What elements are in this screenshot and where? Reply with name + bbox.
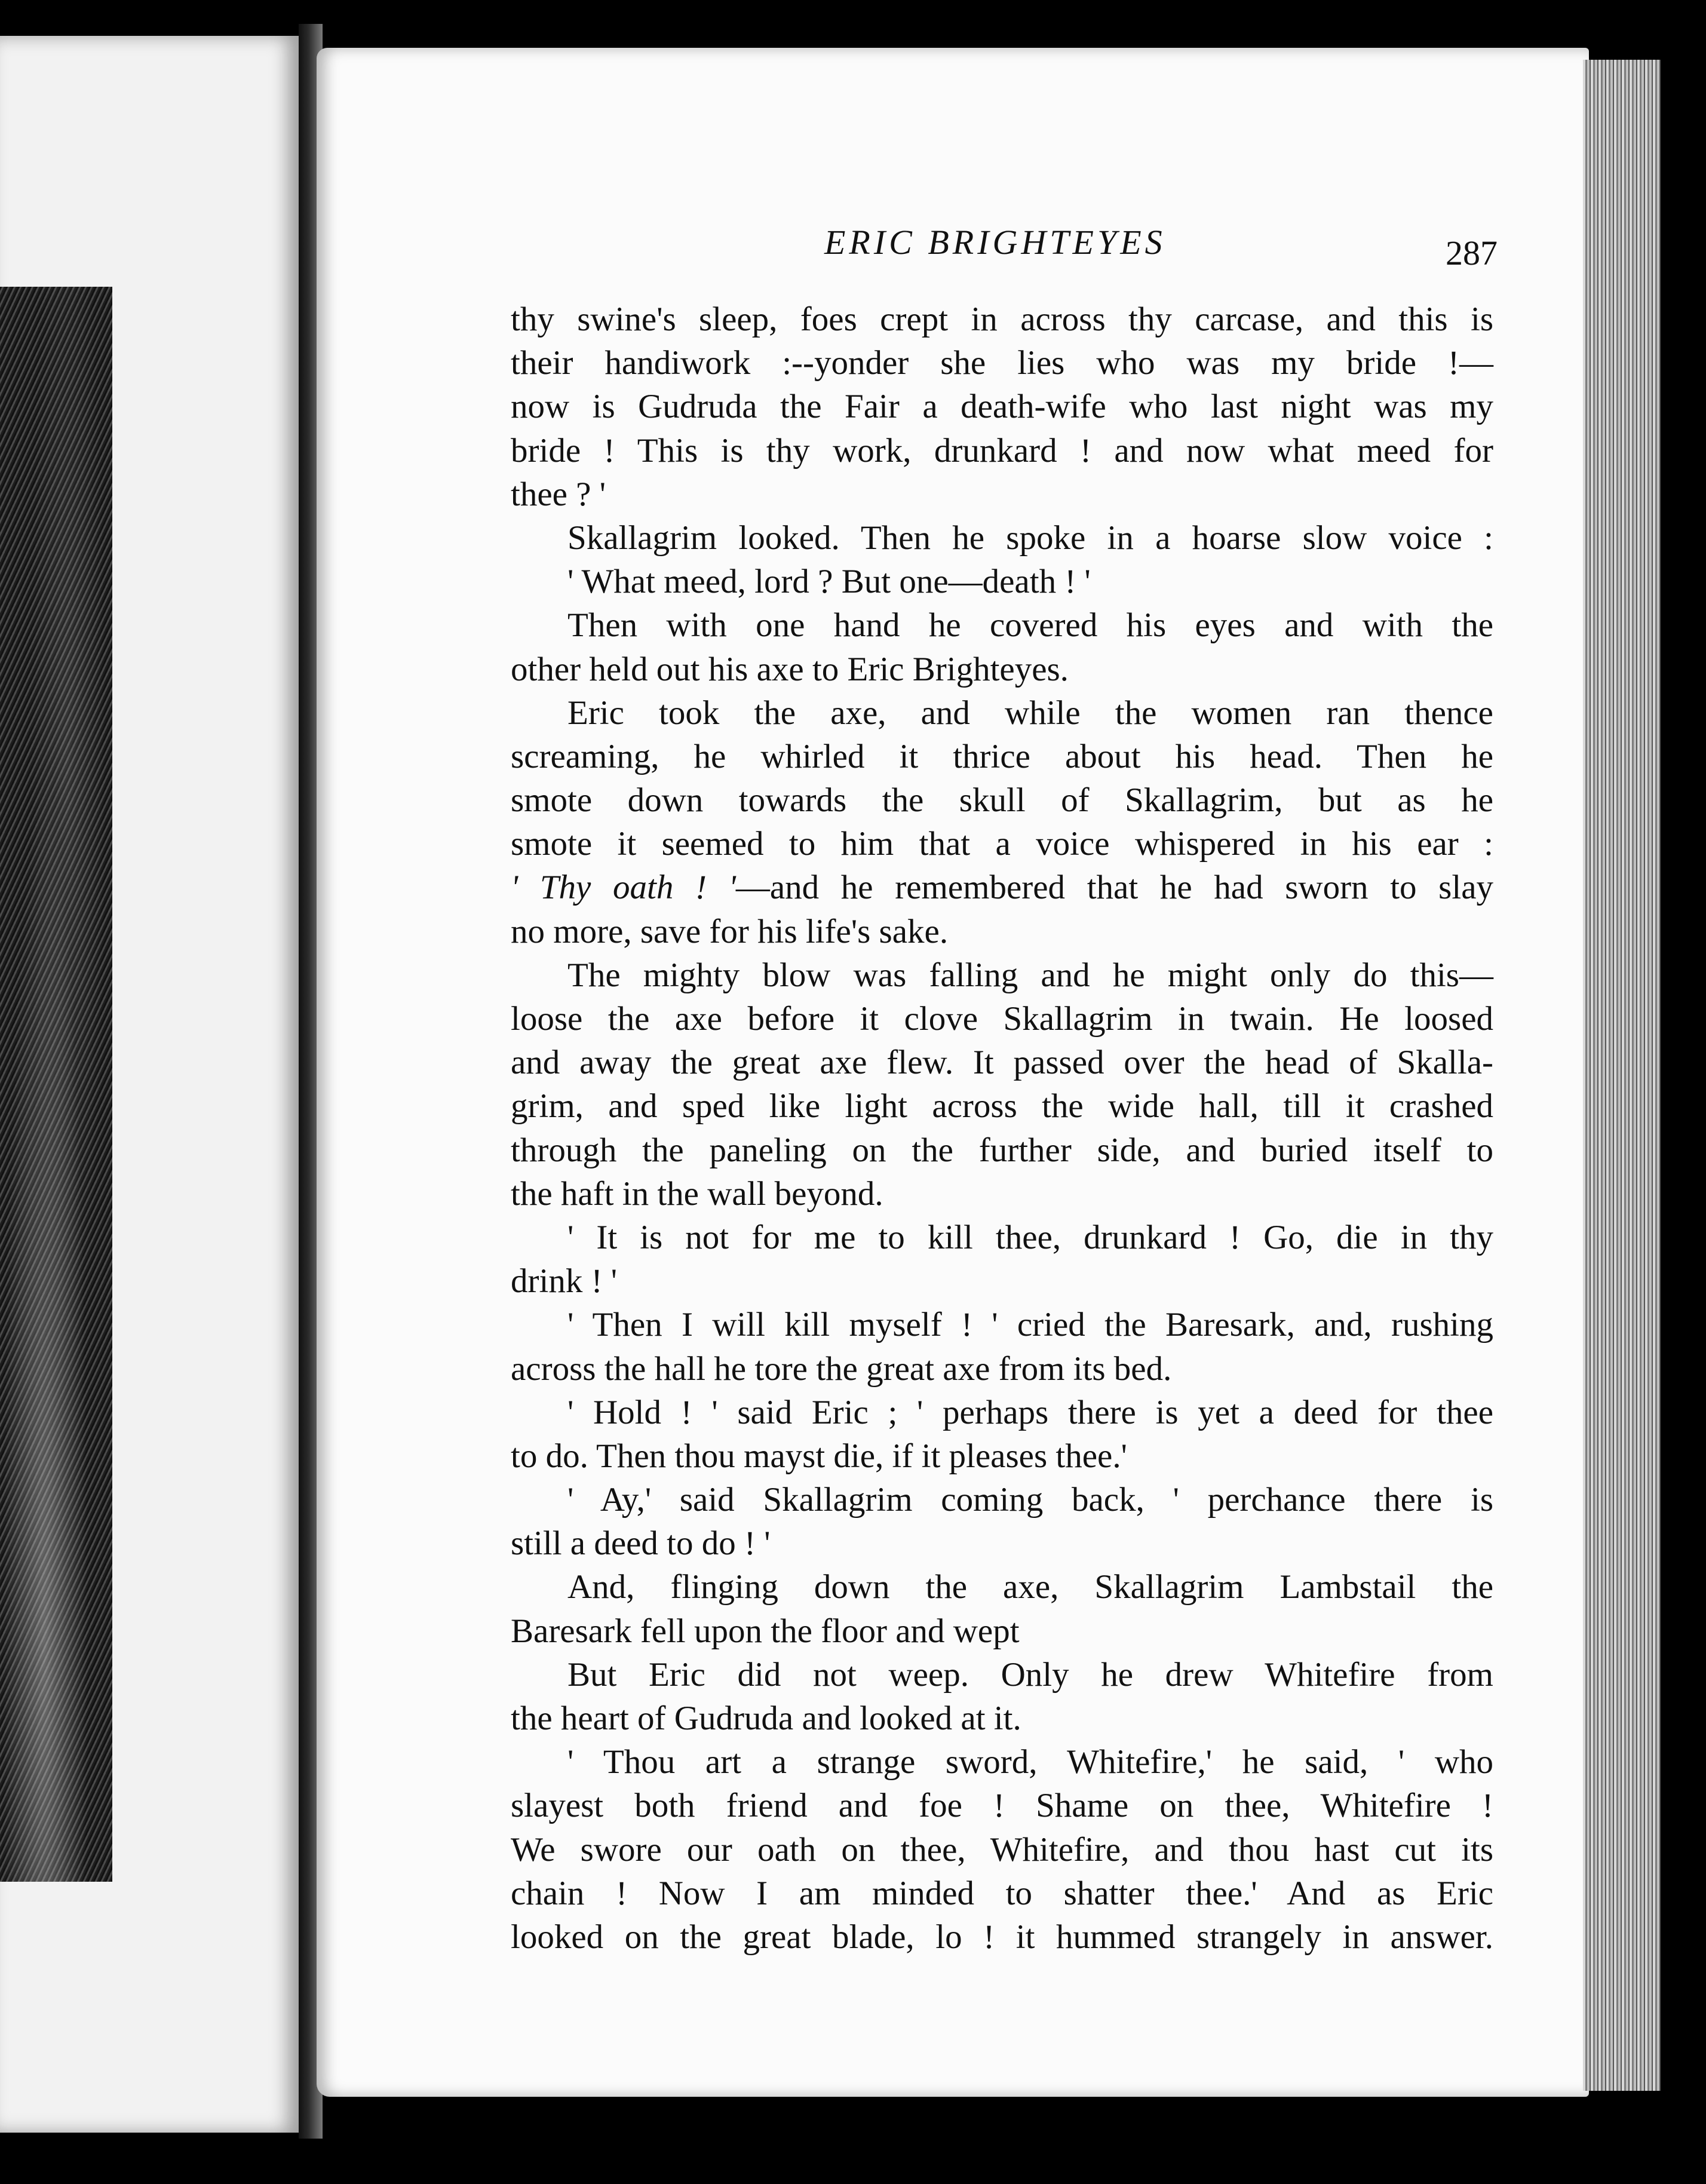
- text-line: But Eric did not weep. Only he drew Whitefire from: [567, 1655, 1493, 1694]
- running-head: ERIC BRIGHTEYES: [824, 223, 1166, 262]
- text-line: ' Then I will kill myself ! ' cried the Baresark, and, rushing: [567, 1306, 1493, 1344]
- text-line: grim, and sped like light across the wide hall, till it crashed: [511, 1087, 1493, 1125]
- text-line: to do. Then thou mayst die, if it pleases thee.': [511, 1437, 1127, 1475]
- text-line: Skallagrim looked. Then he spoke in a hoarse slow voice :: [567, 519, 1493, 557]
- text-line: thee ? ': [511, 475, 606, 513]
- text-line: other held out his axe to Eric Brighteyes.: [511, 650, 1069, 688]
- text-line: And, flinging down the axe, Skallagrim Lambstail the: [567, 1568, 1493, 1606]
- text-line: the heart of Gudruda and looked at it.: [511, 1700, 1021, 1737]
- text-line: bride ! This is thy work, drunkard ! and now what meed for: [511, 431, 1493, 470]
- text-line: still a deed to do ! ': [511, 1524, 771, 1563]
- text-line: smote it seemed to him that a voice whispered in his ear :: [511, 825, 1493, 863]
- left-page: [0, 36, 299, 2133]
- text-line: chain ! Now I am minded to shatter thee.' And as Eric: [511, 1874, 1493, 1912]
- text-line: The mighty blow was falling and he might only do this—: [567, 956, 1493, 994]
- text-line: no more, save for his life's sake.: [511, 912, 949, 950]
- text-line: ' Ay,' said Skallagrim coming back, ' perchance there is: [567, 1481, 1493, 1519]
- engraving-illustration: [0, 287, 112, 1882]
- text-line: ' Thou art a strange sword, Whitefire,' he said, ' who: [567, 1743, 1493, 1781]
- page-number: 287: [1446, 234, 1498, 272]
- text-line: ' What meed, lord ? But one—death ! ': [567, 563, 1091, 601]
- oath-quote: ' Thy oath ! ': [511, 869, 736, 907]
- text-line: through the paneling on the further side, and buried itself to: [511, 1131, 1493, 1169]
- text-line: ' It is not for me to kill thee, drunkard ! Go, die in thy: [567, 1218, 1493, 1256]
- text-line: looked on the great blade, lo ! it hummed strangely in answer.: [511, 1918, 1493, 1956]
- text-line: smote down towards the skull of Skallagrim, but as he: [511, 781, 1493, 820]
- text-line: the haft in the wall beyond.: [511, 1174, 883, 1213]
- text-line: Eric took the axe, and while the women ran thence: [567, 694, 1493, 732]
- text-line: ' Hold ! ' said Eric ; ' perhaps there is yet a deed for thee: [567, 1393, 1493, 1431]
- text-line: Baresark fell upon the floor and wept: [511, 1612, 1020, 1650]
- text-line: across the hall he tore the great axe from its bed.: [511, 1349, 1172, 1388]
- page-edges: [1583, 60, 1661, 2091]
- text-line: now is Gudruda the Fair a death-wife who last night was my: [511, 388, 1493, 426]
- body-text: [511, 297, 1493, 1959]
- text-line: ' Thy oath ! '—and he remembered that he had sworn to slay: [511, 869, 1494, 907]
- text-line: their handiwork :--yonder she lies who was my bride !—: [511, 344, 1493, 382]
- text-line: and away the great axe flew. It passed over the head of Skalla-: [511, 1044, 1493, 1082]
- text-line: drink ! ': [511, 1262, 618, 1300]
- text-line: thy swine's sleep, foes crept in across thy carcase, and this is: [511, 300, 1493, 338]
- text-line: We swore our oath on thee, Whitefire, and thou hast cut its: [511, 1830, 1493, 1869]
- text-line: Then with one hand he covered his eyes and with the: [567, 606, 1493, 645]
- text-line: screaming, he whirled it thrice about his head. Then he: [511, 737, 1493, 775]
- text-line: slayest both friend and foe ! Shame on thee, Whitefire !: [511, 1787, 1493, 1825]
- text-line: loose the axe before it clove Skallagrim in twain. He loosed: [511, 1000, 1493, 1038]
